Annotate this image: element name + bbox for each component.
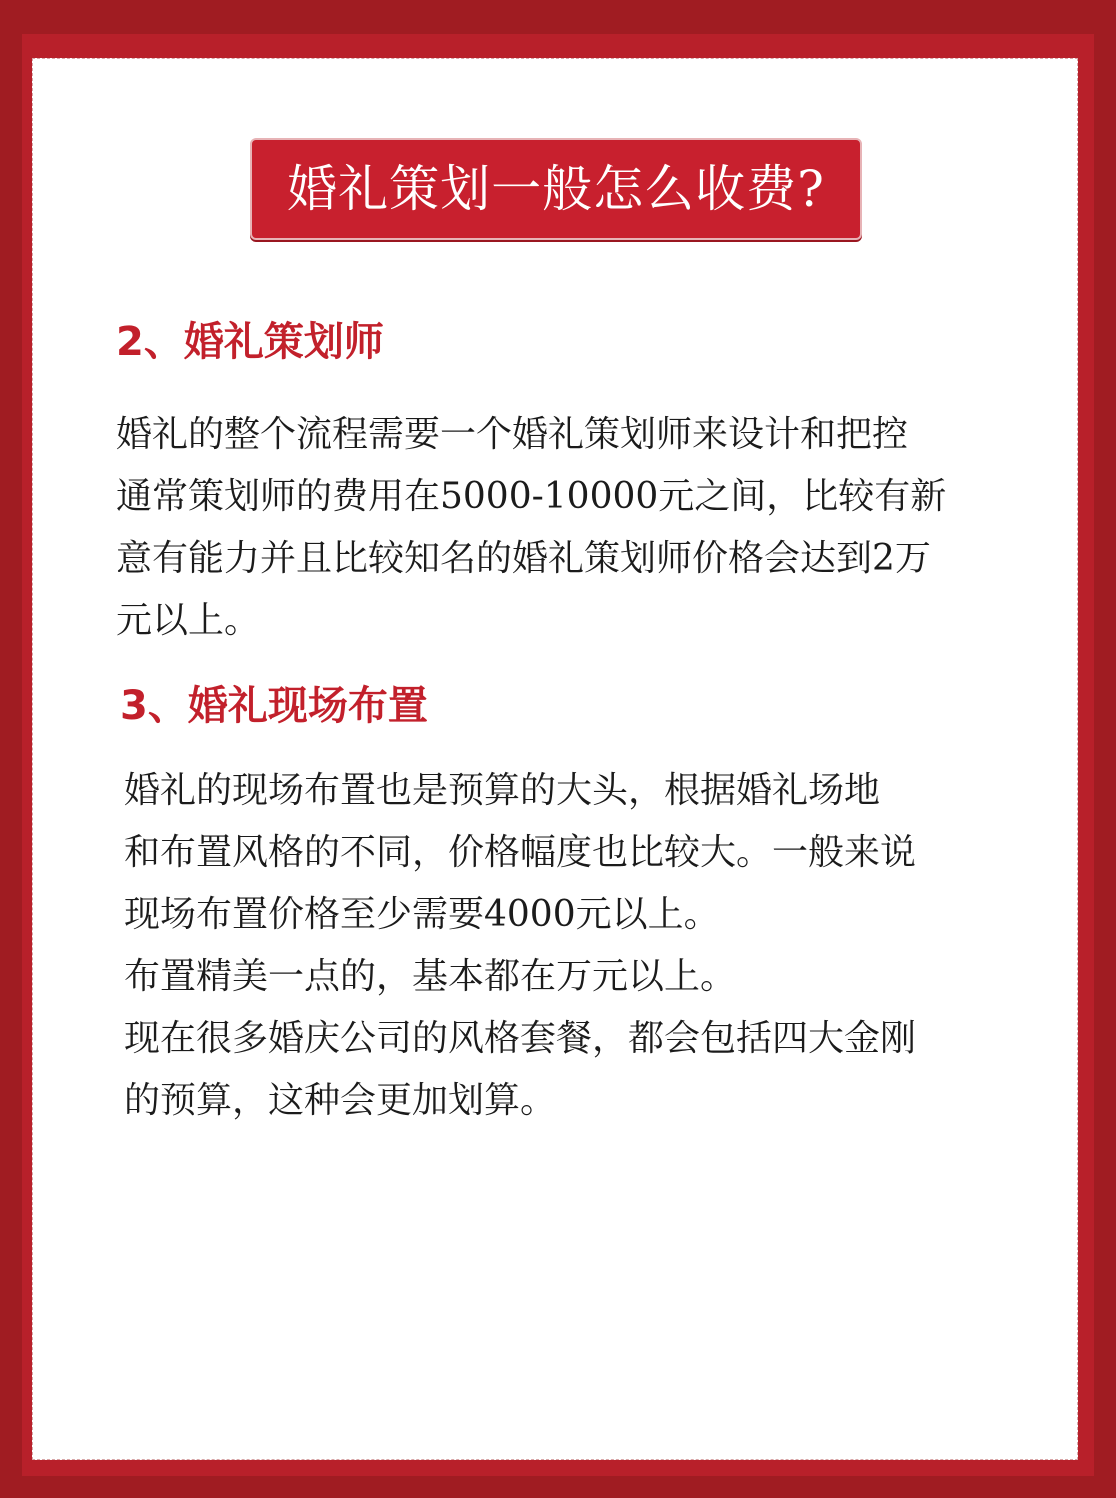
body-line: 和布置风格的不同，价格幅度也比较大。一般来说 bbox=[124, 832, 917, 873]
content-card bbox=[32, 58, 1078, 1460]
body-line: 婚礼的现场布置也是预算的大头，根据婚礼场地 bbox=[124, 770, 881, 811]
section-heading-planner: 2、婚礼策划师 bbox=[116, 319, 384, 365]
section-body-planner bbox=[116, 404, 946, 652]
body-line: 布置精美一点的，基本都在万元以上。 bbox=[124, 956, 737, 997]
body-line: 婚礼的整个流程需要一个婚礼策划师来设计和把控 bbox=[116, 414, 909, 455]
body-line: 通常策划师的费用在5000-10000元之间，比较有新 bbox=[116, 476, 947, 517]
section-body-venue-decoration bbox=[124, 760, 916, 1132]
page-title: 婚礼策划一般怎么收费? bbox=[250, 138, 862, 240]
section-heading-venue-decoration: 3、婚礼现场布置 bbox=[120, 683, 428, 729]
body-line: 的预算，这种会更加划算。 bbox=[124, 1080, 557, 1121]
body-line: 现场布置价格至少需要4000元以上。 bbox=[124, 894, 720, 935]
body-line: 意有能力并且比较知名的婚礼策划师价格会达到2万 bbox=[116, 538, 931, 579]
body-line: 元以上。 bbox=[116, 600, 261, 641]
body-line: 现在很多婚庆公司的风格套餐，都会包括四大金刚 bbox=[124, 1018, 917, 1059]
